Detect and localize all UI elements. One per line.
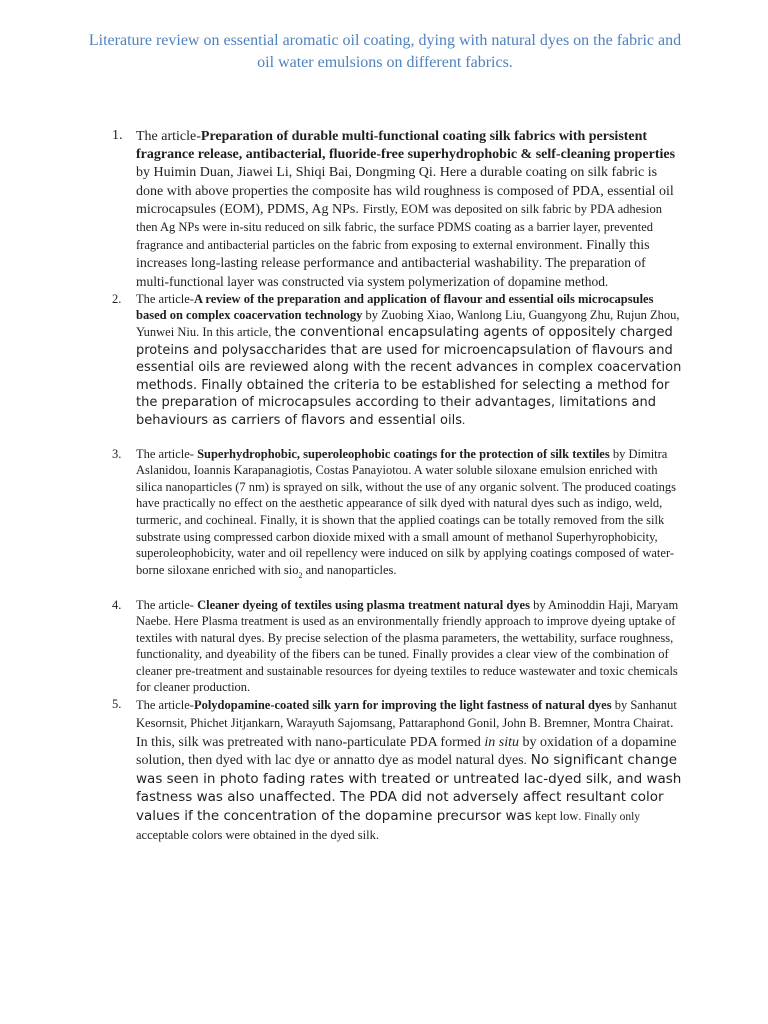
article-summary: . Here a durable coating on silk fabric is done with above properties the composite has wild roughness is composed of PDA, essential oil microcapsules (EOM), PDMS, Ag NPs. bbox=[136, 165, 674, 217]
item-number: 3. bbox=[112, 446, 122, 461]
item-prefix: The article- bbox=[136, 129, 201, 144]
article-summary: . In this, silk was pretreated with nano-particulate PDA formed bbox=[136, 716, 674, 750]
list-item-1 bbox=[112, 127, 682, 291]
article-authors: by Huimin Duan, Jiawei Li, Shiqi Bai, Dongming Qi bbox=[136, 165, 433, 181]
article-summary: . bbox=[375, 827, 379, 842]
item-number: 1. bbox=[112, 128, 123, 143]
article-summary: acceptable colors were obtained in the dyed silk bbox=[136, 827, 376, 842]
item-prefix: The article- bbox=[136, 446, 198, 461]
article-authors: by Dimitra Aslanidou, Ioannis Karapanagiotis, Costas Panayiotou bbox=[136, 446, 668, 478]
article-authors: by Zuobing Xiao, Wanlong Liu, Guangyong Zhu, Rujun Zhou, Yunwei Niu. In this article, bbox=[136, 308, 680, 340]
article-summary: . Finally this increases long-lasting release performance and antibacterial washability bbox=[136, 238, 650, 272]
article-summary: kept low bbox=[531, 808, 579, 823]
article-summary: . bbox=[461, 412, 466, 427]
document-title: Literature review on essential aromatic oil coating, dying with natural dyes on the fabric and oil water emulsions on different fabrics. bbox=[88, 32, 682, 71]
article-summary: . bbox=[605, 274, 609, 289]
article-title: A review of the preparation and application of flavour and essential oils microcapsules based on complex coacervation technology bbox=[136, 291, 654, 323]
list-item-3 bbox=[112, 446, 682, 585]
article-summary: the conventional encapsulating agents of oppositely charged proteins and polysaccharides that are used for microencapsulation of flavours and essential oils are reviewed along with the recent advances in complex coacervation methods. Finally obtained the criteria to be established for selecting a method for the preparation of microcapsules according to their advantages, limitations and behaviours as carriers of flavors and essential oils bbox=[136, 325, 682, 428]
article-title: Polydopamine-coated silk yarn for improving the light fastness of natural dyes bbox=[193, 698, 612, 713]
in-situ-italic: in situ bbox=[484, 734, 519, 750]
list-item-4 bbox=[112, 597, 682, 697]
item-prefix: The article- bbox=[136, 291, 194, 306]
article-summary: . Here Plasma treatment bbox=[167, 614, 289, 629]
list-item-5 bbox=[112, 696, 682, 844]
article-summary: No significant change was seen in photo fading rates with treated or untreated lac-dyed silk, and wash fastness was also unaffected. The PDA did not adversely affect resultant color values if the concentration of the dopamine precursor was bbox=[136, 752, 682, 824]
item-prefix: The article- bbox=[136, 698, 194, 713]
list-item-2 bbox=[112, 291, 682, 430]
article-authors: by Sanhanut Kesornsit, Phichet Jitjankarn, Warayuth Sajomsang, Pattaraphond Gonil, John B. Bremner, Montra Chairat bbox=[136, 698, 677, 731]
article-summary: . bbox=[523, 753, 527, 768]
item-number: 5. bbox=[112, 697, 122, 712]
article-summary: . Finally only bbox=[578, 810, 641, 823]
article-summary: and nanoparticles. bbox=[302, 562, 397, 577]
article-title: Cleaner dyeing of textiles using plasma treatment natural dyes bbox=[197, 597, 530, 612]
article-summary: . The preparation of multi-functional layer was constructed via system polymerization of dopamine method bbox=[136, 255, 646, 289]
item-number: 4. bbox=[112, 597, 122, 612]
article-title: Preparation of durable multi-functional coating silk fabrics with persistent fragrance release, antibacterial, fluoride-free superhydrophobic & self-cleaning properties bbox=[136, 129, 676, 163]
subscript: 2 bbox=[298, 570, 303, 580]
article-summary: . A water soluble siloxane emulsion enriched with silica nanoparticles (7 nm) is sprayed on silk, without the use of any organic solvent. The produced coatings have practically no effect on the aesthetic appearance of silk dyed with natural dyes such as indigo, weld, turmeric, and cochineal. Finally, it is shown that the applied coatings can be totally removed from the silk substrate using compressed carbon dioxide mixed with a small amount of methanol Superhyrophobicity, superoleophobicity, water and oil repellency were induced on silk by applying coatings composed of water-borne siloxane enriched with sio bbox=[136, 463, 677, 577]
article-summary: is used as an environmentally friendly approach to improve dyeing uptake of textiles with natural dyes. By precise selection of the plasma parameters, the wettability, surface roughness, functionality, and dyeability of the fibers can be tuned. Finally provides a clear view of the combination of cleaner pre-treatment and sustainable resources for dyeing textiles to reduce wastewater and toxic chemicals for cleaner production. bbox=[136, 614, 678, 695]
article-summary: by oxidation of a dopamine solution, then dyed with lac dye or annatto dye as model natural dyes bbox=[136, 734, 677, 769]
article-summary: Firstly, EOM was deposited on silk fabric by PDA adhesion then Ag NPs were in-situ reduced on silk fabric, the surface PDMS coating as a barrier layer, prevented fragrance and antibacterial particles on the fabric from exposing to external environment bbox=[136, 201, 663, 253]
article-title: Superhydrophobic, superoleophobic coatings for the protection of silk textiles bbox=[197, 446, 610, 461]
article-authors: by Aminoddin Haji, Maryam Naebe bbox=[136, 597, 679, 629]
article-list bbox=[112, 127, 682, 844]
item-number: 2. bbox=[112, 291, 122, 306]
item-prefix: The article- bbox=[136, 597, 198, 612]
